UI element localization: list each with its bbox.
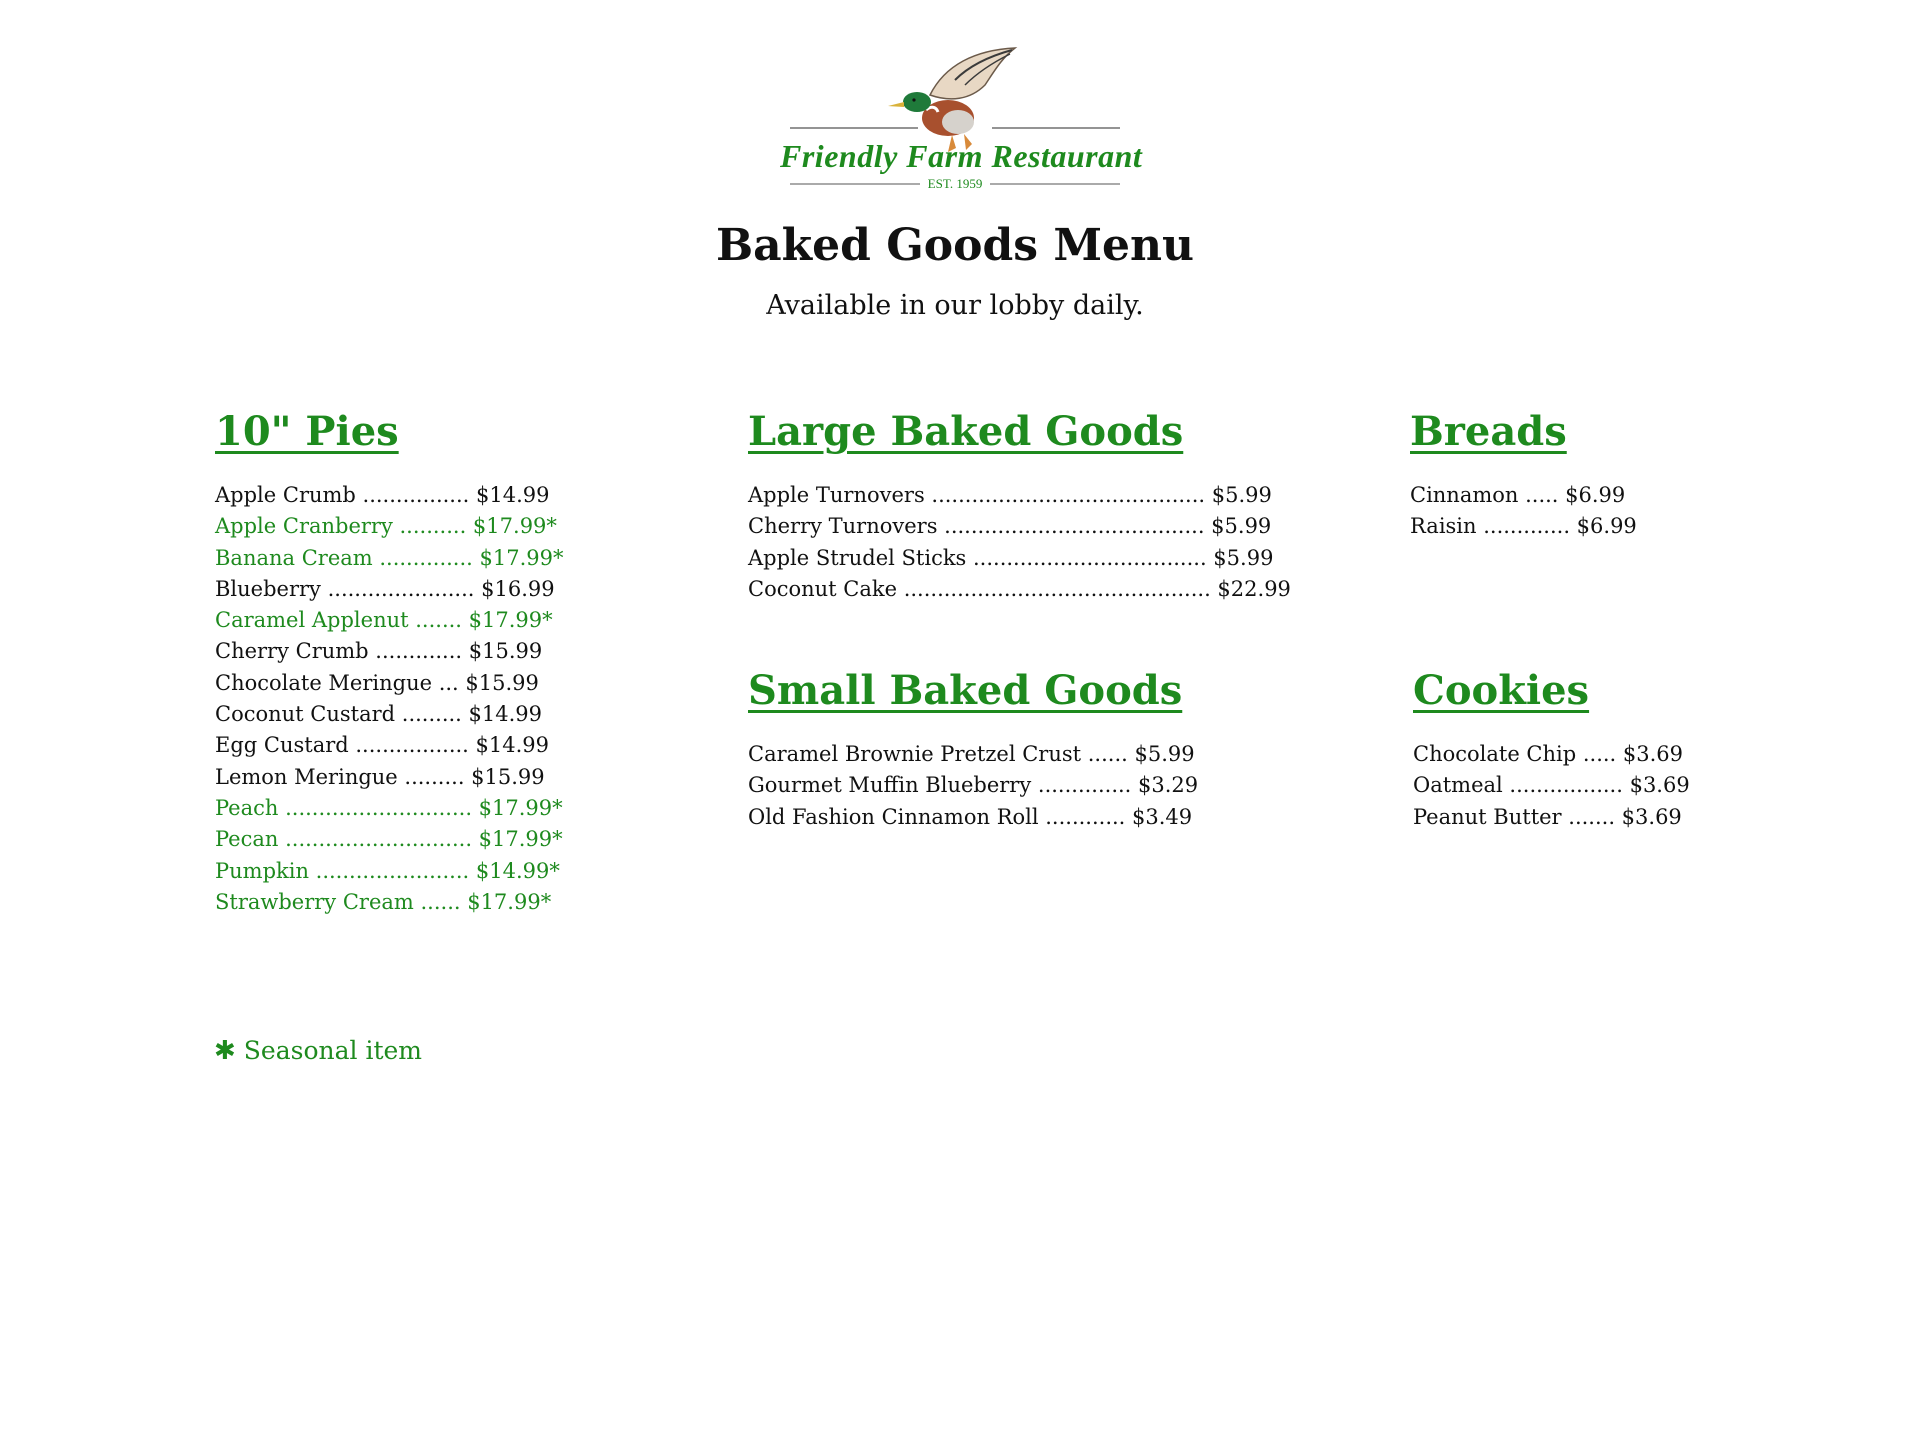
menu-item: Lemon Meringue ......... $15.99 [215, 764, 545, 789]
page-subtitle: Available in our lobby daily. [766, 290, 1144, 321]
menu-item: Cherry Turnovers ....................................... $5.99 [748, 514, 1272, 539]
section-heading-cookies: Cookies [1413, 667, 1590, 714]
menu-item: Cinnamon ..... $6.99 [1410, 483, 1626, 507]
section-heading-breads: Breads [1410, 408, 1567, 455]
menu-list-large-baked-goods [748, 480, 1291, 605]
page-title: Baked Goods Menu [715, 220, 1195, 271]
menu-item: Banana Cream .............. $17.99* [215, 545, 564, 570]
menu-list-cookies [1413, 739, 1690, 833]
menu-item: Strawberry Cream ...... $17.99* [215, 889, 552, 914]
menu-item: Coconut Cake .............................................. $22.99 [748, 576, 1291, 601]
menu-item: Apple Strudel Sticks ................................... $5.99 [748, 545, 1274, 570]
menu-item: Chocolate Meringue ... $15.99 [215, 670, 539, 695]
established-year: EST. 1959 [927, 176, 983, 191]
seasonal-legend [214, 1036, 422, 1066]
menu-item: Pecan ............................ $17.99* [215, 827, 563, 852]
restaurant-logo [780, 40, 1143, 200]
menu-item: Blueberry ...................... $16.99 [215, 576, 555, 601]
menu-item: Gourmet Muffin Blueberry .............. $3.29 [748, 773, 1199, 798]
seasonal-legend-label: Seasonal item [243, 1036, 422, 1065]
menu-item: Cherry Crumb ............. $15.99 [215, 639, 543, 664]
menu-item: Apple Crumb ................ $14.99 [215, 483, 550, 507]
menu-list-pies [215, 480, 563, 918]
menu-item: Apple Cranberry .......... $17.99* [215, 514, 557, 539]
section-cookies [1413, 667, 1690, 833]
menu-item: Chocolate Chip ..... $3.69 [1413, 742, 1684, 766]
menu-item: Apple Turnovers ......................................... $5.99 [748, 483, 1272, 507]
menu-item: Egg Custard ................. $14.99 [215, 733, 550, 758]
section-large-baked-goods [748, 408, 1291, 605]
menu-item: Peach ............................ $17.99* [215, 795, 563, 820]
menu-list-small-baked-goods [748, 739, 1198, 833]
menu-item: Pumpkin ....................... $14.99* [215, 858, 560, 883]
asterisk-icon: ✱ [214, 1036, 236, 1066]
section-heading-large-baked-goods: Large Baked Goods [748, 408, 1184, 455]
menu-item: Raisin ............. $6.99 [1410, 514, 1637, 539]
menu-item: Oatmeal ................. $3.69 [1413, 773, 1690, 798]
section-pies [215, 408, 563, 918]
menu-list-breads [1410, 480, 1637, 543]
menu-item: Peanut Butter ....... $3.69 [1413, 804, 1682, 829]
section-breads [1410, 408, 1637, 543]
menu-item: Old Fashion Cinnamon Roll ............ $3.49 [748, 804, 1193, 829]
section-heading-pies: 10" Pies [215, 408, 399, 455]
menu-item: Caramel Applenut ....... $17.99* [215, 608, 553, 633]
restaurant-name: Friendly Farm Restaurant [780, 138, 1143, 174]
section-small-baked-goods [748, 667, 1198, 833]
menu-item: Caramel Brownie Pretzel Crust ...... $5.99 [748, 742, 1195, 766]
section-heading-small-baked-goods: Small Baked Goods [748, 667, 1183, 714]
menu-item: Coconut Custard ......... $14.99 [215, 702, 542, 727]
